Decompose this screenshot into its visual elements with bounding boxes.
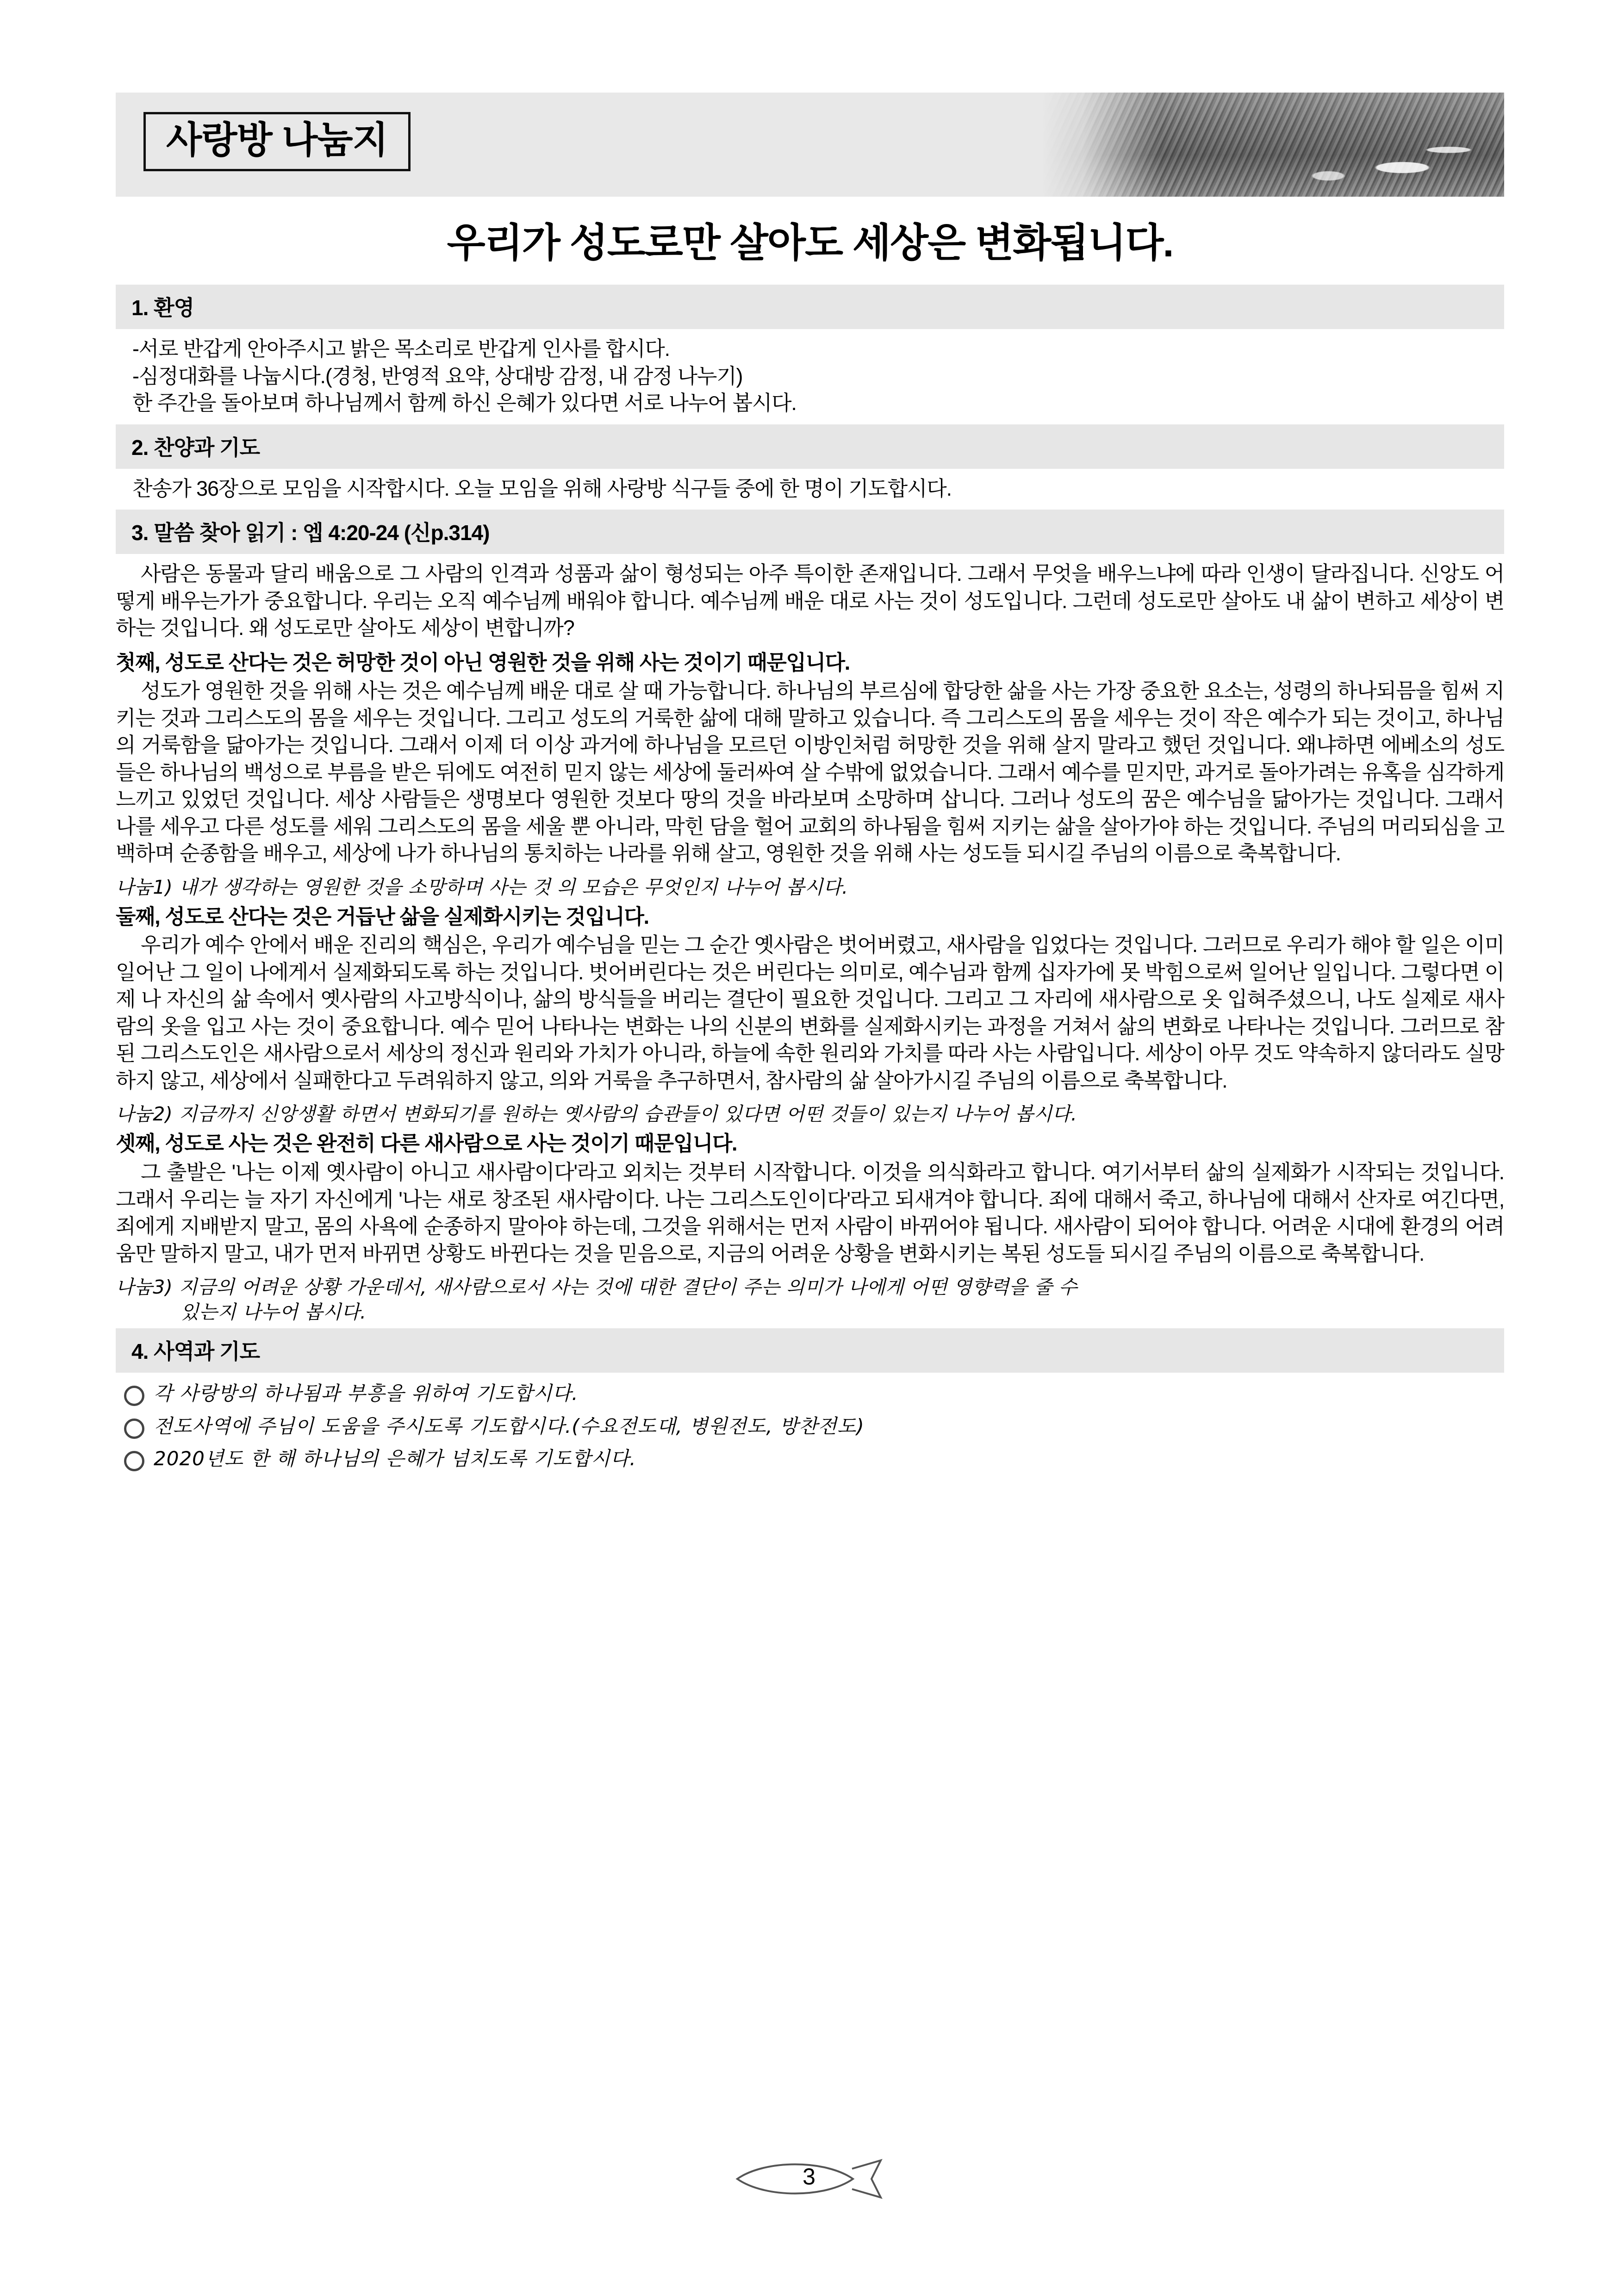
point-3-title: 셋째, 성도로 사는 것은 완전히 다른 새사람으로 사는 것이기 때문입니다. [116, 1132, 737, 1156]
point-1-body: 성도가 영원한 것을 위해 사는 것은 예수님께 배운 대로 살 때 가능합니다. 하나님의 부르심에 합당한 삶을 사는 가장 중요한 요소는, 성령의 하나되믐을 힘써 지키는 것과 그리스도의 몸을 세우는 것입니다. 그리고 성도의 거룩한 삶에 대해 말하고 있습니다. 즉 그리스도의 몸을 세우는 것이 작은 예수가 되는 것이고, 하나님의 거룩함을 닮아가는 것입니다. 그래서 이제 더 이상 과거에 하나님을 모르던 이방인처럼 허망한 것을 위해 살지 말라고 했던 것입니다. 왜냐하면 에베소의 성도들은 하나님의 백성으로 부름을 받은 뒤에도 여전히 믿지 않는 세상에 둘러싸여 살 수밖에 없었습니다. 그래서 예수를 믿지만, 과거로 돌아가려는 유혹을 심각하게 느끼고 있었던 것입니다. 세상 사람들은 생명보다 영원한 것보다 땅의 것을 바라보며 소망하며 삽니다. 그러나 성도의 꿈은 예수님을 닮아가는 것입니다. 그래서 나를 세우고 다른 성도를 세워 그리스도의 몸을 세울 뿐 아니라, 막힌 담을 헐어 교회의 하나됨을 힘써 지키는 삶을 살아가야 하는 것입니다. 주님의 머리되심을 고백하며 순종함을 배우고, 세상에 나가 하나님의 통치하는 나라를 위해 살고, 영원한 것을 위해 사는 성도들 되시길 주님의 이름으로 축복합니다. [116, 679, 1504, 865]
share-question-1: 나눔1) 내가 생각하는 영원한 것을 소망하며 사는 것 의 모습은 무엇인지 나누어 봅시다. [116, 876, 848, 898]
section-header-welcome: 1. 환영 [116, 285, 1504, 329]
prayer-item-1: 각 사랑방의 하나됨과 부흥을 위하여 기도합시다. [154, 1382, 579, 1405]
point-3-body: 그 출발은 '나는 이제 옛사람이 아니고 새사람이다'라고 외치는 것부터 시작합니다. 이것을 의식화라고 합니다. 여기서부터 삶의 실제화가 시작되는 것입니다. 그래서 우리는 늘 자기 자신에게 '나는 새로 창조된 새사람이다. 나는 그리스도인이다'라고 되새겨야 합니다. 죄에 대해서 죽고, 하나님에 대해서 산자로 여긴다면, 죄에게 지배받지 말고, 몸의 사욕에 순종하지 말아야 하는데, 그것을 위해서는 먼저 사람이 바뀌어야 됩니다. 새사람이 되어야 합니다. 어려운 시대에 환경의 어려움만 말하지 말고, 내가 먼저 바뀌면 상황도 바뀐다는 것을 믿음으로, 지금의 어려운 상황을 변화시키는 복된 성도들 되시길 주님의 이름으로 축복합니다. [116, 1160, 1504, 1265]
scripture-intro-paragraph: 사람은 동물과 달리 배움으로 그 사람의 인격과 성품과 삶이 형성되는 아주 특이한 존재입니다. 그래서 무엇을 배우느냐에 따라 인생이 달라집니다. 신앙도 어떻게 배우는가가 중요합니다. 우리는 오직 예수님께 배워야 합니다. 예수님께 배운 대로 사는 것이 성도입니다. 그런데 성도로만 살아도 내 삶이 변하고 세상이 변하는 것입니다. 왜 성도로만 살아도 세상이 변합니까? [116, 562, 1504, 640]
section-praise-body [132, 475, 1504, 503]
list-item [116, 1414, 1504, 1439]
welcome-line-1: -서로 반갑게 안아주시고 밝은 목소리로 반갑게 인사를 합시다. [132, 337, 670, 361]
circle-bullet-icon [124, 1419, 144, 1439]
header-banner [116, 93, 1504, 197]
page-content [116, 93, 1504, 1479]
banner-title: 사랑방 나눔지 [166, 119, 388, 161]
list-item [116, 1446, 1504, 1472]
circle-bullet-icon [124, 1451, 144, 1471]
share-question-3-line-1: 나눔3) 지금의 어려운 상황 가운데서, 새사람으로서 사는 것에 대한 결단이 주는 의미가 나에게 어떤 영향력을 줄 수 [116, 1276, 1077, 1298]
welcome-line-2: -심정대화를 나눕시다.(경청, 반영적 요약, 상대방 감정, 내 감정 나누기) [132, 364, 743, 388]
section-header-scripture: 3. 말씀 찾아 읽기 : 엡 4:20-24 (신p.314) [116, 510, 1504, 554]
point-2-body: 우리가 예수 안에서 배운 진리의 핵심은, 우리가 예수님을 믿는 그 순간 옛사람은 벗어버렸고, 새사람을 입었다는 것입니다. 그러므로 우리가 해야 할 일은 이미 일어난 그 일이 나에게서 실제화되도록 하는 것입니다. 벗어버린다는 것은 버린다는 의미로, 예수님과 함께 십자가에 못 박힘으로써 일어난 일입니다. 그렇다면 이제 나 자신의 삶 속에서 옛사람의 사고방식이나, 삶의 방식들을 버리는 결단이 필요한 것입니다. 그리고 그 자리에 새사람으로 옷 입혀주셨으니, 나도 실제로 새사람의 옷을 입고 사는 것이 중요합니다. 예수 믿어 나타나는 변화는 나의 신분의 변화를 실제화시키는 과정을 거쳐서 삶의 변화로 나타나는 것입니다. 그러므로 참된 그리스도인은 새사람으로서 세상의 정신과 원리와 가치가 아니라, 하늘에 속한 원리와 가치를 따라 사는 사람입니다. 세상이 아무 것도 약속하지 않더라도 실망하지 않고, 세상에서 실패한다고 두려워하지 않고, 의와 거룩을 추구하면서, 참사람의 삶 살아가시길 주님의 이름으로 축복합니다. [116, 933, 1504, 1092]
fish-outline-icon [733, 2157, 885, 2201]
page-number: 3 [803, 2164, 815, 2190]
praise-line-1: 찬송가 36장으로 모임을 시작합시다. 오늘 모임을 위해 사랑방 식구들 중에 한 명이 기도합시다. [132, 476, 952, 500]
share-question-3 [116, 1275, 1504, 1325]
share-question-2: 나눔2) 지금까지 신앙생활 하면서 변화되기를 원하는 옛사람의 습관들이 있다면 어떤 것들이 있는지 나누어 봅시다. [116, 1103, 1077, 1126]
share-question-3-line-2: 있는지 나누어 봅시다. [180, 1301, 367, 1324]
banner-title-box [143, 112, 411, 171]
section-welcome-body [132, 336, 1504, 417]
prayer-item-2: 전도사역에 주님이 도움을 주시도록 기도합시다.(수요전도대, 병원전도, 방찬전도) [154, 1414, 865, 1437]
point-2-title: 둘째, 성도로 산다는 것은 거듭난 삶을 실제화시키는 것입니다. [116, 904, 649, 928]
prayer-item-3: 2020년도 한 해 하나님의 은혜가 넘치도록 기도합시다. [154, 1447, 636, 1470]
welcome-line-3: 한 주간을 돌아보며 하나님께서 함께 하신 은혜가 있다면 서로 나누어 봅시다. [132, 391, 797, 415]
list-item [116, 1381, 1504, 1406]
page-footer [0, 2157, 1618, 2203]
section-header-ministry-prayer: 4. 사역과 기도 [116, 1328, 1504, 1373]
point-1-title: 첫째, 성도로 산다는 것은 허망한 것이 아닌 영원한 것을 위해 사는 것이기 때문입니다. [116, 650, 850, 674]
sheep-grazing-photo [1041, 93, 1504, 197]
section-header-praise-prayer: 2. 찬양과 기도 [116, 424, 1504, 469]
page-title: 우리가 성도로만 살아도 세상은 변화됩니다. [447, 221, 1173, 265]
circle-bullet-icon [124, 1386, 144, 1406]
prayer-bullet-list [116, 1381, 1504, 1472]
